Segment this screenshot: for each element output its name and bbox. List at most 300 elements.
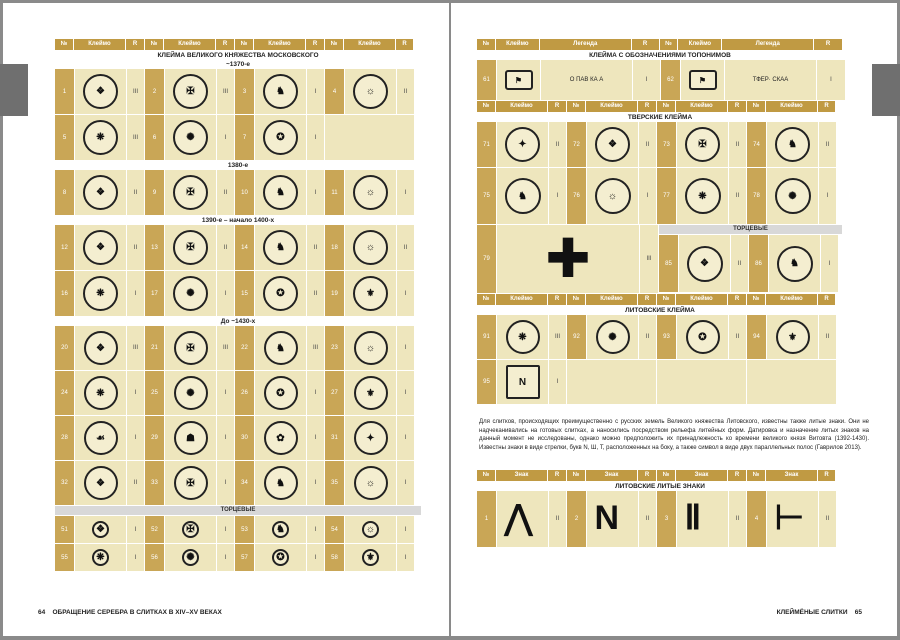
stamp-icon: ✪: [263, 276, 298, 311]
stamp-number: 24: [55, 371, 74, 415]
stamp-image: [254, 416, 306, 460]
stamp-number: 76: [567, 168, 586, 224]
stamp-group: [567, 122, 656, 167]
stamp-group: [567, 315, 656, 359]
stamp-group: [477, 360, 566, 404]
group-lit: [477, 315, 843, 404]
stamp-group: [477, 122, 566, 167]
rarity-value: I: [306, 461, 324, 505]
legend-cell: [540, 60, 632, 100]
stamp-image: [496, 315, 548, 359]
stamp-number: 10: [235, 170, 254, 215]
column-header: Знак: [676, 470, 728, 481]
stamp-group: [477, 491, 566, 547]
rarity-value: I: [306, 69, 324, 114]
column-header: №: [660, 39, 679, 50]
stamp-icon: ⚜: [776, 320, 810, 354]
stamp-number: 6: [145, 115, 164, 160]
group-1370: [55, 69, 421, 160]
right-stamp-table: [477, 39, 843, 405]
stamp-icon: ❋: [685, 178, 721, 214]
stamp-image: [586, 122, 638, 167]
stamp-number: 1: [55, 69, 74, 114]
stamp-icon: ⚜: [362, 549, 379, 566]
stamp-number: 14: [235, 225, 254, 270]
stamp-group: [235, 326, 324, 370]
rarity-value: III: [126, 326, 144, 370]
group-torc: [55, 516, 421, 571]
stamp-group: [145, 69, 234, 114]
stamp-image: [254, 371, 306, 415]
table-row: [477, 360, 843, 404]
column-header: R: [638, 294, 657, 305]
column-header: R: [638, 470, 657, 481]
rarity-value: I: [396, 416, 414, 460]
column-header: R: [728, 470, 747, 481]
stamp-icon: ⚑: [505, 70, 533, 90]
rarity-value: I: [548, 360, 566, 404]
rarity-value: II: [728, 122, 746, 167]
stamp-number: 26: [235, 371, 254, 415]
stamp-icon: ♞: [505, 178, 541, 214]
column-header: Клеймо: [766, 101, 818, 112]
stamp-image: [254, 170, 306, 215]
stamp-icon: ☼: [595, 178, 631, 214]
stamp-number: 77: [657, 168, 676, 224]
stamp-icon: ✪: [686, 320, 720, 354]
rarity-value: I: [126, 516, 144, 543]
column-header: №: [657, 470, 676, 481]
rarity-value: II: [306, 271, 324, 316]
column-header: Клеймо: [164, 39, 216, 50]
stamp-icon: ✠: [174, 331, 208, 365]
stamp-image: [676, 122, 728, 167]
stamp-icon: ✺: [173, 276, 208, 311]
rarity-value: II: [818, 315, 836, 359]
stamp-image: [344, 326, 396, 370]
rarity-value: I: [126, 371, 144, 415]
stamp-number: 13: [145, 225, 164, 270]
stamp-number: 86: [749, 235, 768, 292]
rarity-value: I: [126, 416, 144, 460]
stamp-number: 93: [657, 315, 676, 359]
stamp-group: [145, 416, 234, 460]
rarity-value: I: [632, 60, 660, 100]
stamp-image: [74, 326, 126, 370]
stamp-image: [164, 516, 216, 543]
column-header: R: [632, 39, 660, 50]
stamp-group: [657, 315, 746, 359]
column-header: Легенда: [722, 39, 814, 50]
stamp-number: 7: [235, 115, 254, 160]
rarity-value: II: [126, 170, 144, 215]
stamp-group: [325, 544, 414, 571]
stamp-group: [657, 122, 746, 167]
stamp-number: 75: [477, 168, 496, 224]
stamp-group: [145, 225, 234, 270]
footer-left: [38, 609, 222, 616]
stamp-group: [55, 115, 144, 160]
column-header: Клеймо: [74, 39, 126, 50]
stamp-number: 57: [235, 544, 254, 571]
page-number: 65: [854, 609, 862, 616]
rarity-value: I: [396, 371, 414, 415]
stamp-number: 9: [145, 170, 164, 215]
section-title-lit: ЛИТОВСКИЕ КЛЕЙМА: [625, 307, 695, 314]
stamp-group: [145, 271, 234, 316]
rarity-value: II: [638, 491, 656, 547]
rarity-value: I: [306, 516, 324, 543]
stamp-icon: ♞: [263, 74, 298, 109]
stamp-image: [344, 271, 396, 316]
stamp-image: [74, 516, 126, 543]
stamp-group: [55, 516, 144, 543]
stamp-image: [344, 170, 396, 215]
column-header: №: [325, 39, 344, 50]
stamp-image: [74, 115, 126, 160]
stamp-image: [254, 69, 306, 114]
stamp-image: [344, 516, 396, 543]
stamp-icon: ✺: [173, 120, 208, 155]
rarity-value: II: [396, 225, 414, 270]
rarity-value: I: [216, 371, 234, 415]
stamp-icon: ❖: [92, 521, 109, 538]
stamp-icon: ✠: [173, 74, 208, 109]
column-header: №: [145, 39, 164, 50]
column-header: R: [814, 39, 843, 50]
rarity-value: I: [216, 271, 234, 316]
stamp-icon: N: [506, 365, 540, 399]
stamp-number: 8: [55, 170, 74, 215]
rarity-value: II: [396, 69, 414, 114]
stamp-group: [325, 416, 414, 460]
stamp-group: [325, 170, 414, 215]
column-header: №: [477, 39, 496, 50]
column-header: Знак: [496, 470, 548, 481]
stamp-number: 34: [235, 461, 254, 505]
stamp-group: [659, 235, 748, 292]
stamp-group: [747, 168, 836, 224]
stamp-number: 20: [55, 326, 74, 370]
stamp-number: 4: [747, 491, 766, 547]
rarity-value: I: [306, 115, 324, 160]
stamp-number: 32: [55, 461, 74, 505]
stamp-icon: ❋: [92, 549, 109, 566]
stamp-icon: ❖: [83, 74, 118, 109]
rarity-value: II: [548, 122, 566, 167]
stamp-group: [235, 461, 324, 505]
rarity-value: III: [306, 326, 324, 370]
stamp-icon: ❖: [84, 331, 118, 365]
table-row: [55, 326, 421, 370]
empty-cell: [567, 360, 656, 404]
stamp-group: [55, 170, 144, 215]
stamp-image: [678, 235, 730, 292]
column-header: R: [548, 101, 567, 112]
rarity-value: I: [548, 168, 566, 224]
running-title: ОБРАЩЕНИЕ СЕРЕБРА В СЛИТКАХ В XIV–XV ВЕКАХ: [52, 609, 222, 616]
stamp-group: [325, 225, 414, 270]
rarity-value: I: [216, 544, 234, 571]
stamp-icon: ❖: [83, 175, 118, 210]
rarity-value: II: [728, 315, 746, 359]
table-header: [477, 470, 843, 481]
rarity-value: III: [216, 69, 234, 114]
legend-cell: [724, 60, 816, 100]
stamp-icon: ♞: [264, 331, 298, 365]
rarity-value: III: [639, 225, 658, 293]
stamp-group: [235, 516, 324, 543]
rarity-value: III: [126, 69, 144, 114]
rarity-value: I: [396, 544, 414, 571]
stamp-image: [74, 271, 126, 316]
column-header: Клеймо: [496, 101, 548, 112]
stamp-group: [477, 168, 566, 224]
paragraph-block: [451, 418, 897, 452]
stamp-image: [344, 544, 396, 571]
stamp-number: 4: [325, 69, 344, 114]
column-header: R: [396, 39, 414, 50]
period-label: До ~1430-х: [220, 318, 256, 325]
rarity-value: I: [216, 115, 234, 160]
stamp-number: 85: [659, 235, 678, 292]
stamp-icon: ⚜: [354, 376, 388, 410]
table-header: [55, 39, 421, 50]
stamp-icon: ❋: [84, 376, 118, 410]
section-title-moscow: КЛЕЙМА ВЕЛИКОГО КНЯЖЕСТВА МОСКОВСКОГО: [157, 52, 319, 59]
stamp-group: [235, 371, 324, 415]
stamp-image: [74, 69, 126, 114]
rarity-value: I: [638, 168, 656, 224]
torc-block: [659, 225, 842, 293]
stamp-number: 3: [657, 491, 676, 547]
rarity-value: II: [638, 122, 656, 167]
stamp-image: [676, 168, 728, 224]
stamp-image: [254, 115, 306, 160]
stamp-icon: ♞: [263, 230, 298, 265]
stamp-image: [74, 544, 126, 571]
table-row: [55, 271, 421, 316]
group-1430: [55, 326, 421, 505]
empty-cell: [657, 360, 746, 404]
stamp-group: [657, 491, 746, 547]
stamp-image: [766, 168, 818, 224]
torc-label: ТОРЦЕВЫЕ: [659, 225, 842, 234]
table-row: [659, 235, 842, 292]
stamp-image: [254, 271, 306, 316]
stamp-number: 27: [325, 371, 344, 415]
stamp-group: [325, 516, 414, 543]
stamp-icon: ✪: [264, 376, 298, 410]
table-row: [477, 168, 843, 224]
stamp-number: 18: [325, 225, 344, 270]
stamp-number: 21: [145, 326, 164, 370]
stamp-group: [747, 122, 836, 167]
column-header: №: [55, 39, 74, 50]
section-title-cast: ЛИТОВСКИЕ ЛИТЫЕ ЗНАКИ: [615, 483, 705, 490]
stamp-icon: ❋: [506, 320, 540, 354]
stamp-image: [164, 416, 216, 460]
stamp-icon: ☙: [84, 421, 118, 455]
stamp-group: [325, 461, 414, 505]
stamp-icon: ☼: [354, 466, 388, 500]
stamp-image: [74, 170, 126, 215]
stamp-group: [749, 235, 838, 292]
table-header: [477, 294, 843, 305]
table-row: [477, 122, 843, 167]
stamp-image: [164, 544, 216, 571]
stamp-group: [145, 461, 234, 505]
stamp-number: 11: [325, 170, 344, 215]
stamp-number: 2: [145, 69, 164, 114]
stamp-icon: ✦: [505, 127, 540, 162]
stamp-icon: ✠: [173, 230, 208, 265]
period-label: 1390-е – начало 1400-х: [201, 217, 275, 224]
legend-text: О ПАВ КА А: [569, 76, 604, 83]
stamp-icon: ❖: [84, 466, 118, 500]
stamp-group: [145, 544, 234, 571]
section-title-toponym: КЛЕЙМА С ОБОЗНАЧЕНИЯМИ ТОПОНИМОВ: [589, 52, 731, 59]
section-title-tver: ТВЕРСКИЕ КЛЕЙМА: [627, 114, 693, 121]
table-row: [55, 69, 421, 114]
stamp-icon: ✪: [272, 549, 289, 566]
stamp-number: 54: [325, 516, 344, 543]
page-number: 64: [38, 609, 46, 616]
table-row: [477, 315, 843, 359]
stamp-icon: ☼: [353, 74, 388, 109]
stamp-group: [235, 170, 324, 215]
stamp-image: [676, 491, 728, 547]
stamp-group: [567, 491, 656, 547]
stamp-image: [676, 315, 728, 359]
stamp-group: [55, 271, 144, 316]
toponym-group: [477, 60, 660, 100]
rarity-value: II: [216, 225, 234, 270]
stamp-icon: ✿: [264, 421, 298, 455]
stamp-group: [55, 225, 144, 270]
footer-right: [777, 609, 862, 616]
stamp-group: [55, 326, 144, 370]
stamp-number: 73: [657, 122, 676, 167]
stamp-icon: ✠: [182, 521, 199, 538]
stamp-image: [164, 69, 216, 114]
stamp-group: [55, 544, 144, 571]
stamp-icon: ☗: [174, 421, 208, 455]
rarity-value: III: [548, 315, 566, 359]
empty-cell: [325, 115, 414, 160]
stamp-number: 28: [55, 416, 74, 460]
stamp-number: 91: [477, 315, 496, 359]
rarity-value: II: [306, 225, 324, 270]
stamp-image: [496, 491, 548, 547]
column-header: №: [657, 294, 676, 305]
table-row: [55, 115, 421, 160]
stamp-icon: ✠: [174, 466, 208, 500]
column-header: Клеймо: [586, 294, 638, 305]
stamp-number: 58: [325, 544, 344, 571]
stamp-image: [254, 225, 306, 270]
stamp-number: 2: [567, 491, 586, 547]
group-1380: [55, 170, 421, 215]
stamp-icon: ♞: [777, 246, 813, 282]
stamp-icon: ✺: [182, 549, 199, 566]
column-header: R: [126, 39, 145, 50]
stamp-image: [344, 416, 396, 460]
stamp-number: 92: [567, 315, 586, 359]
stamp-number: 52: [145, 516, 164, 543]
column-header: R: [548, 470, 567, 481]
table-header: [477, 39, 843, 50]
stamp-image: [254, 516, 306, 543]
stamp-icon: ✺: [596, 320, 630, 354]
stamp-image: [496, 360, 548, 404]
stamp-image: [254, 544, 306, 571]
stamp-icon: ✺: [775, 178, 811, 214]
table-row: [55, 371, 421, 415]
toponym-group: [661, 60, 845, 100]
stamp-image: [74, 225, 126, 270]
stamp-image: [586, 168, 638, 224]
stamp-image: [344, 225, 396, 270]
stamp-number: 33: [145, 461, 164, 505]
stamp-image: [74, 416, 126, 460]
period-label: ~1370-е: [225, 61, 251, 68]
table-row: [477, 491, 843, 547]
rarity-value: I: [816, 60, 845, 100]
column-header: №: [477, 101, 496, 112]
column-header: №: [235, 39, 254, 50]
empty-cell: [747, 360, 836, 404]
stamp-icon: ♞: [263, 175, 298, 210]
rarity-value: I: [306, 170, 324, 215]
stamp-icon: ⚑: [689, 70, 717, 90]
table-row: [55, 416, 421, 460]
table-row: [55, 170, 421, 215]
table-header: [477, 101, 843, 112]
stamp-number: 17: [145, 271, 164, 316]
stamp-image: [254, 461, 306, 505]
table-row: [55, 461, 421, 505]
stamp-icon: ☼: [362, 521, 379, 538]
column-header: R: [818, 294, 836, 305]
body-paragraph: Для слитков, происходящих преимущественно с русских земель Великого княжества Литовского, известны также литые знаки. Они не надчеканивались на готовых слитках, а наносились посредством рельефа литейных форм. Датировка и назначение литых знаков на данный момент не исследованы, однако можно предположить их принадлежность ко времени великого князя Витовта (1392-1430). Известны знаки в виде стрелки, букв N, Ш, Т, расположенных на боку, а также символ в виде двух параллельных полос (Гаврилов 2013).: [479, 419, 869, 451]
stamp-number: 16: [55, 271, 74, 316]
column-header: №: [567, 294, 586, 305]
stamp-group: [567, 168, 656, 224]
table-row: [55, 544, 421, 571]
column-header: Клеймо: [496, 39, 540, 50]
stamp-icon: ☼: [353, 175, 388, 210]
stamp-number: 94: [747, 315, 766, 359]
rarity-value: I: [818, 168, 836, 224]
stamp-number: 95: [477, 360, 496, 404]
stamp-image: [344, 461, 396, 505]
stamp-group: [145, 371, 234, 415]
column-header: №: [747, 101, 766, 112]
right-thumb-tab: [872, 64, 900, 116]
stamp-group: [145, 326, 234, 370]
table-row: [55, 225, 421, 270]
stamp-number: 3: [235, 69, 254, 114]
rarity-value: I: [306, 544, 324, 571]
group-tver: [477, 122, 843, 293]
column-header: Клеймо: [586, 101, 638, 112]
legend-text: ТФЕР· СКАА: [752, 76, 789, 83]
stamp-image: [164, 271, 216, 316]
period-label: 1380-е: [227, 162, 249, 169]
group-1390: [55, 225, 421, 316]
stamp-number: 31: [325, 416, 344, 460]
